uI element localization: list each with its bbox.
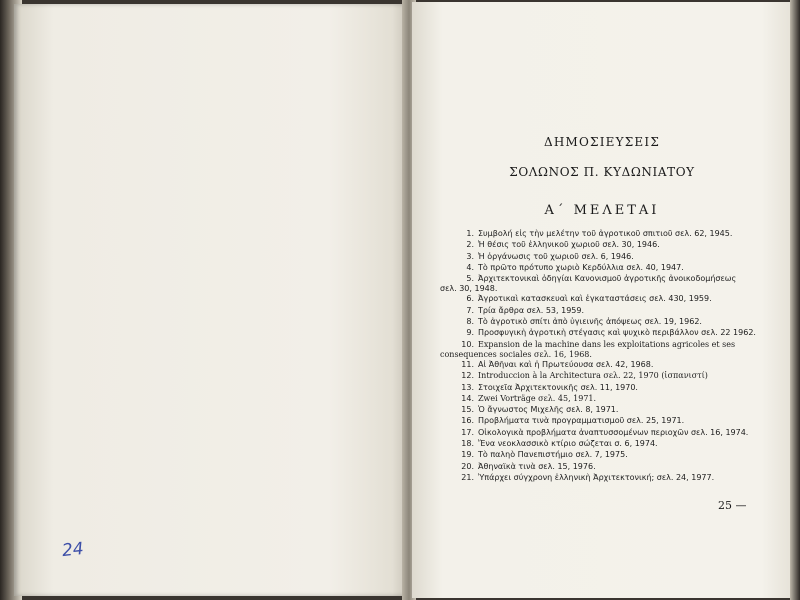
entry-text: Αἱ Ἀθῆναι καὶ ἡ Πρωτεύουσα σελ. 42, 1968. [478,359,654,369]
publications-heading: ΔΗΜΟΣΙΕΥΣΕΙΣ [543,135,661,149]
entry-number: 21. [461,472,474,482]
entry-text: Ἡ θέσις τοῦ ἑλληνικοῦ χωριοῦ σελ. 30, 1946. [478,240,660,250]
entry-text: Ἀρχιτεκτονικαὶ ὁδηγίαι Κανονισμοῦ ἀγροτικῆς ἀνοικοδομήσεως [478,274,737,284]
entry-text: Ἕνα νεοκλασσικὸ κτίριο σώζεται σ. 6, 1974. [478,439,658,449]
publication-entry [440,339,780,359]
publication-entry [440,393,780,404]
entry-number: 15. [461,405,474,415]
page-number: 25 — [718,499,747,512]
entry-number: 11. [461,359,474,369]
entry-text: Τρία ἄρθρα σελ. 53, 1959. [478,305,585,315]
entry-number: 14. [461,393,474,403]
publication-entry [440,228,780,239]
entry-number: 8. [466,317,474,327]
entry-number: 18. [461,439,474,449]
entry-number: 16. [461,416,474,426]
entry-number: 20. [461,461,474,471]
publication-entry [440,316,780,327]
entry-text: Ἀθηναϊκὰ τινὰ σελ. 15, 1976. [478,461,596,471]
publication-entry [440,327,780,338]
entry-text: Expansion de la machine dans les exploitations agricoles et ses [478,339,736,349]
entry-number: 4. [466,262,474,272]
entry-number: 7. [466,305,474,315]
publication-entry [440,273,780,293]
author-name: ΣΟΛΩΝΟΣ Π. ΚΥΔΩΝΙΑΤΟΥ [509,165,695,179]
entry-text: Introduccion à la Architectura σελ. 22, 1970 (ἰσπανιστί) [478,371,708,381]
entry-continuation: consequences sociales σελ. 16, 1968. [440,349,592,359]
publication-list [440,228,780,483]
entry-number: 10. [461,339,474,349]
entry-number: 12. [461,371,474,381]
publication-entry [440,461,780,472]
entry-text: Τὸ πρῶτο πρότυπο χωριὸ Κερδύλλια σελ. 40, 1947. [478,262,684,272]
entry-text: Ἀγροτικαὶ κατασκευαὶ καὶ ἐγκαταστάσεις σελ. 430, 1959. [478,294,712,304]
entry-number: 5. [466,274,474,284]
entry-text: Ὑπάρχει σύγχρονη ἑλληνικὴ Ἀρχιτεκτονική; σελ. 24, 1977. [478,472,715,482]
entry-number: 13. [461,382,474,392]
entry-text: Τὸ παληὸ Πανεπιστήμιο σελ. 7, 1975. [478,450,628,460]
publication-entry [440,262,780,273]
publication-entry [440,438,780,449]
entry-number: 17. [461,427,474,437]
publication-entry [440,415,780,426]
publication-entry [440,239,780,250]
entry-number: 1. [466,229,474,238]
handwritten-page-note: 24 [61,538,85,562]
entry-text: Προσφυγικὴ ἀγροτικὴ στέγασις καὶ ψυχικὸ περιβάλλον σελ. 22 1962. [478,328,756,338]
publication-entry [440,427,780,438]
entry-text: Οἰκολογικὰ προβλήματα ἀναπτυσσομένων περιοχῶν σελ. 16, 1974. [478,427,749,437]
left-page [14,4,408,596]
publication-entry [440,472,780,483]
entry-number: 3. [466,251,474,261]
publication-entry [440,359,780,370]
publication-entry [440,449,780,460]
entry-continuation: σελ. 30, 1948. [440,284,498,294]
entry-number: 2. [466,240,474,250]
publication-entry [440,305,780,316]
entry-number: 6. [466,294,474,304]
publication-entry [440,382,780,393]
entry-text: Zwei Vorträge σελ. 45, 1971. [478,393,597,403]
entry-text: Ἡ ὀργάνωσις τοῦ χωριοῦ σελ. 6, 1946. [478,251,634,261]
publication-entry [440,370,780,381]
book-edge-right [790,0,800,600]
section-title: Α΄ ΜΕΛΕΤΑΙ [544,203,660,218]
entry-text: Στοιχεῖα Ἀρχιτεκτονικῆς σελ. 11, 1970. [478,382,638,392]
entry-text: Τὸ ἀγροτικὸ σπίτι ἀπὸ ὑγιεινῆς ἀπόψεως σελ. 19, 1962. [478,317,702,327]
publication-entry [440,293,780,304]
entry-number: 19. [461,450,474,460]
entry-text: Συμβολή εἰς τὴν μελέτην τοῦ ἀγροτικοῦ σπιτιοῦ σελ. 62, 1945. [478,229,733,238]
entry-text: Ὁ ἄγνωστος Μιχελῆς σελ. 8, 1971. [478,405,619,415]
entry-text: Προβλήματα τινὰ προγραμματισμοῦ σελ. 25, 1971. [478,416,685,426]
publication-entry [440,404,780,415]
publication-entry [440,251,780,262]
entry-number: 9. [466,328,474,338]
